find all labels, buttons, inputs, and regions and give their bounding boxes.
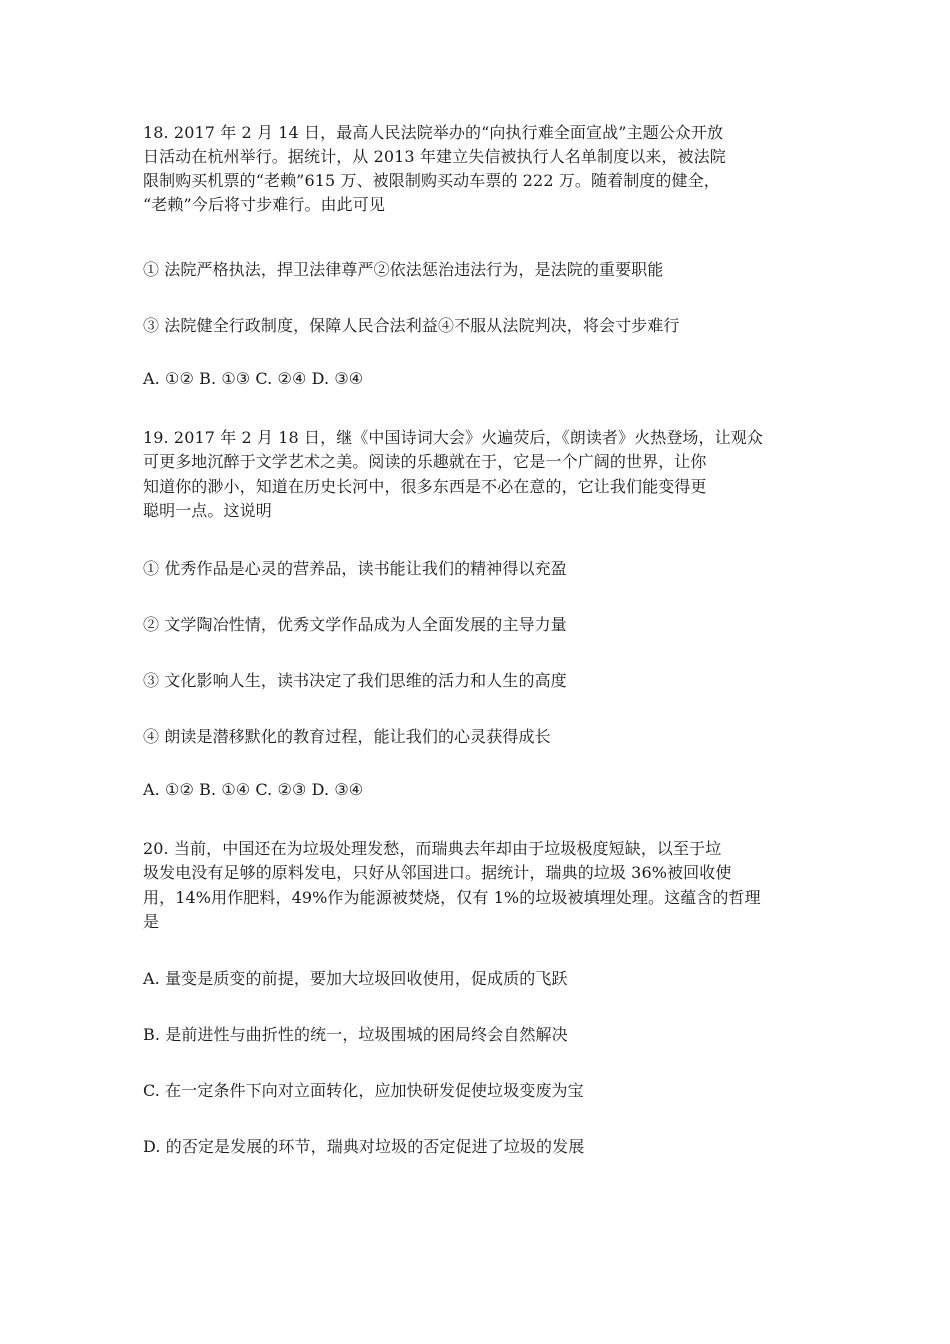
answer-options: A. ①② B. ①③ C. ②④ D. ③④ xyxy=(143,369,364,388)
question-stem-line: 20. 当前，中国还在为垃圾处理发愁，而瑞典去年却由于垃圾极度短缺，以至于垃 xyxy=(143,839,722,858)
answer-choice-a: A. 量变是质变的前提，要加大垃圾回收使用，促成质的飞跃 xyxy=(143,969,568,988)
question-stem-line: 限制购买机票的“老赖”615 万、被限制购买动车票的 222 万。随着制度的健全， xyxy=(143,171,720,190)
answer-choice-c: C. 在一定条件下向对立面转化，应加快研发促使垃圾变废为宝 xyxy=(143,1081,584,1100)
statement-line: ③ 文化影响人生，读书决定了我们思维的活力和人生的高度 xyxy=(143,671,567,690)
question-stem-line: 可更多地沉醉于文学艺术之美。阅读的乐趣就在于，它是一个广阔的世界，让你 xyxy=(143,452,707,471)
statement-line: ④ 朗读是潜移默化的教育过程，能让我们的心灵获得成长 xyxy=(143,727,551,746)
question-stem-line: 18. 2017 年 2 月 14 日，最高人民法院举办的“向执行难全面宣战”主题公众开放 xyxy=(143,123,724,142)
statement-line: ② 文学陶冶性情，优秀文学作品成为人全面发展的主导力量 xyxy=(143,615,567,634)
statement-line: ① 法院严格执法，捍卫法律尊严②依法惩治违法行为，是法院的重要职能 xyxy=(143,260,664,279)
statement-line: ③ 法院健全行政制度，保障人民合法利益④不服从法院判决，将会寸步难行 xyxy=(143,316,680,335)
question-stem-line: 圾发电没有足够的原料发电，只好从邻国进口。据统计，瑞典的垃圾 36%被回收使 xyxy=(143,863,732,882)
answer-options: A. ①② B. ①④ C. ②③ D. ③④ xyxy=(143,780,364,799)
question-stem-line: 19. 2017 年 2 月 18 日，继《中国诗词大会》火遍荧后，《朗读者》火热登场，让观众 xyxy=(143,428,763,447)
question-stem-line: 是 xyxy=(143,912,160,931)
statement-line: ① 优秀作品是心灵的营养品，读书能让我们的精神得以充盈 xyxy=(143,559,567,578)
question-stem-line: “老赖”今后将寸步难行。由此可见 xyxy=(143,195,385,214)
question-stem-line: 日活动在杭州举行。据统计，从 2013 年建立失信被执行人名单制度以来，被法院 xyxy=(143,147,726,166)
question-stem-line: 聪明一点。这说明 xyxy=(143,501,272,520)
answer-choice-d: D. 的否定是发展的环节，瑞典对垃圾的否定促进了垃圾的发展 xyxy=(143,1137,585,1156)
question-stem-line: 知道你的渺小，知道在历史长河中，很多东西是不必在意的，它让我们能变得更 xyxy=(143,477,707,496)
question-stem-line: 用，14%用作肥料，49%作为能源被焚烧，仅有 1%的垃圾被填埋处理。这蕴含的哲理 xyxy=(143,888,761,907)
answer-choice-b: B. 是前进性与曲折性的统一，垃圾围城的困局终会自然解决 xyxy=(143,1025,568,1044)
